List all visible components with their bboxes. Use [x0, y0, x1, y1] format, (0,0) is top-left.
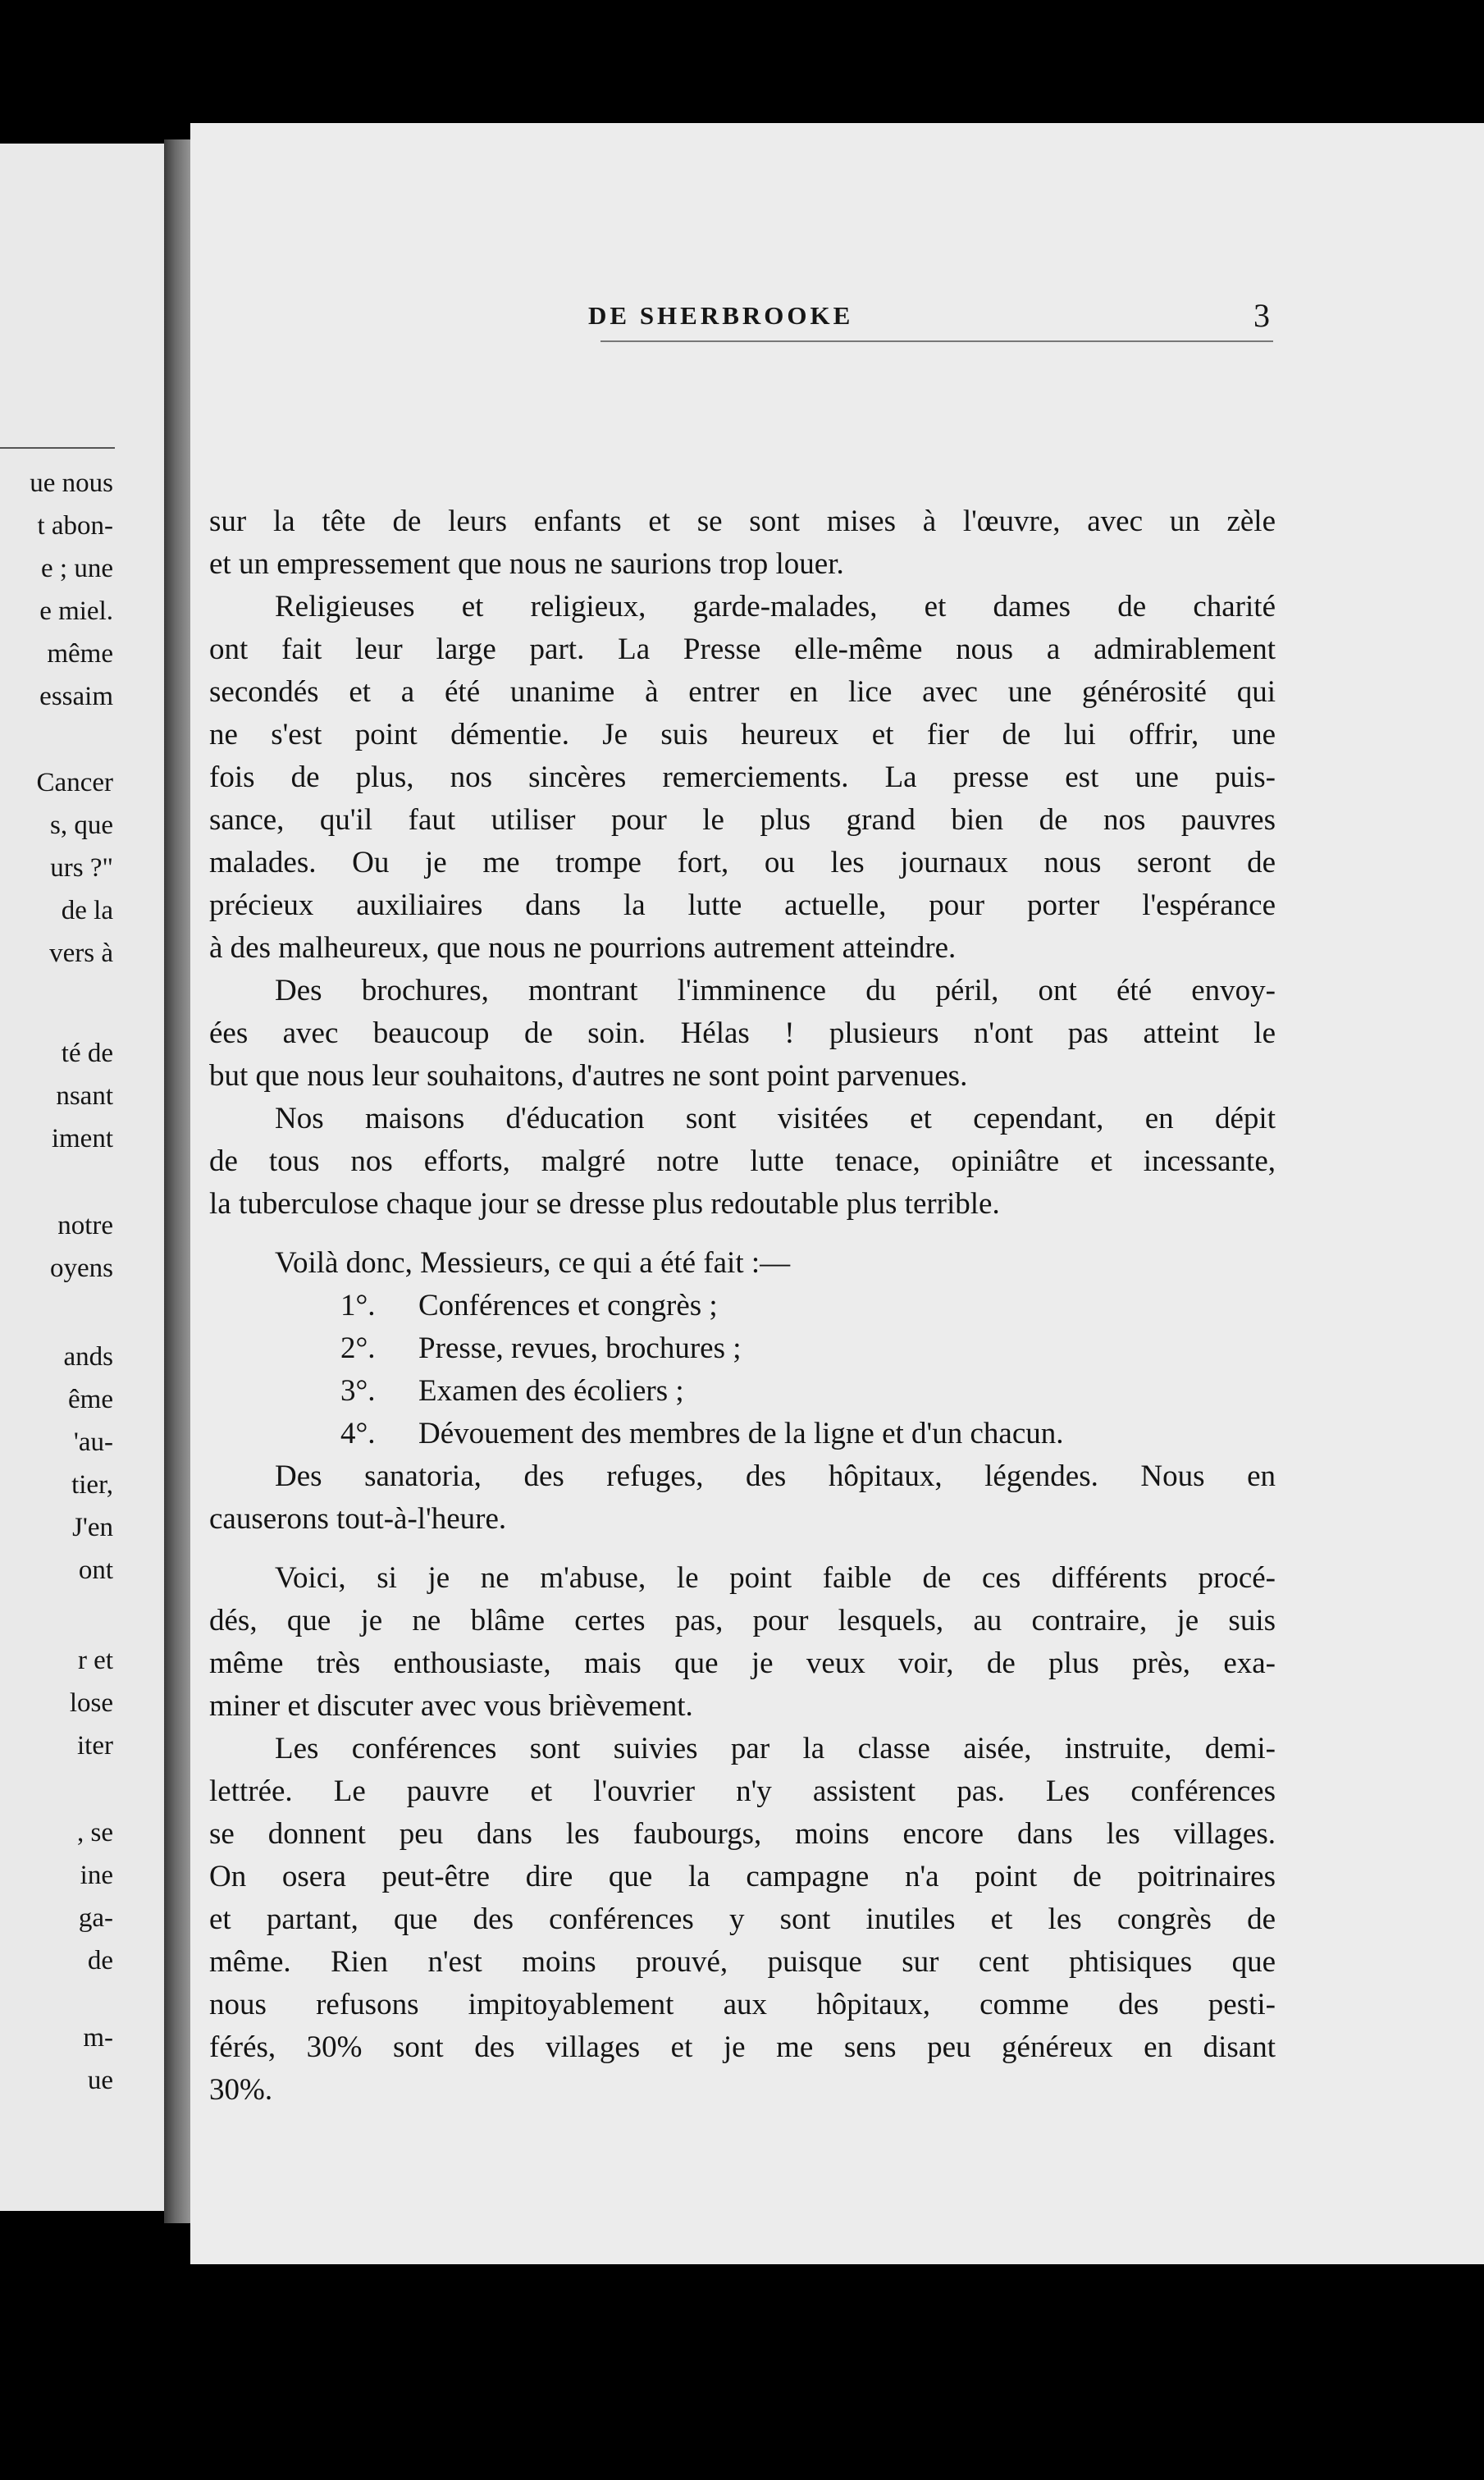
text-line: miner et discuter avec vous brièvement. [209, 1689, 693, 1723]
list-text: Examen des écoliers ; [418, 1374, 684, 1408]
text-line: malades. Ou je me trompe fort, ou les journaux nous seront de [209, 846, 1276, 879]
text-line: se donnent peu dans les faubourgs, moins encore dans les villages. [209, 1817, 1276, 1851]
previous-page-line: Cancer [36, 768, 113, 797]
text-line: fois de plus, nos sincères remerciements. La presse est une puis- [209, 760, 1276, 794]
body-text [209, 500, 1276, 2112]
text-line: même. Rien n'est moins prouvé, puisque sur cent phtisiques que [209, 1945, 1276, 1979]
text-line: Voilà donc, Messieurs, ce qui a été fait :— [275, 1246, 791, 1280]
text-line: sance, qu'il faut utiliser pour le plus grand bien de nos pauvres [209, 803, 1276, 837]
previous-page-line: e miel. [39, 596, 113, 626]
previous-page-line: de [87, 1946, 113, 1975]
previous-page-line: ue [87, 2066, 113, 2095]
text-line: de tous nos efforts, malgré notre lutte tenace, opiniâtre et incessante, [209, 1144, 1276, 1178]
text-line: Les conférences sont suivies par la classe aisée, instruite, demi- [275, 1732, 1276, 1765]
previous-page [0, 144, 164, 2211]
previous-page-line: lose [69, 1688, 113, 1718]
running-head [395, 297, 1273, 342]
book-gutter [164, 139, 192, 2223]
text-line: ont fait leur large part. La Presse elle-même nous a admirablement [209, 633, 1276, 666]
previous-page-rule [0, 447, 115, 449]
text-line: On osera peut-être dire que la campagne n'a point de poitrinaires [209, 1860, 1276, 1893]
previous-page-line: té de [61, 1039, 113, 1068]
text-line: ées avec beaucoup de soin. Hélas ! plusieurs n'ont pas atteint le [209, 1016, 1276, 1050]
previous-page-line: r et [77, 1646, 113, 1675]
previous-page-line: iter [77, 1731, 113, 1761]
previous-page-line: m- [83, 2023, 113, 2053]
previous-page-line: de la [61, 896, 113, 925]
previous-page-line: J'en [72, 1513, 113, 1542]
list-number: 1°. [340, 1289, 376, 1322]
list-number: 4°. [340, 1417, 376, 1450]
list-number: 3°. [340, 1374, 376, 1408]
previous-page-line: ine [80, 1861, 113, 1890]
previous-page-line: ue nous [30, 468, 113, 498]
text-line: férés, 30% sont des villages et je me sens peu généreux en disant [209, 2030, 1276, 2064]
list-text: Conférences et congrès ; [418, 1289, 718, 1322]
text-line: Des brochures, montrant l'imminence du péril, ont été envoy- [275, 974, 1276, 1007]
previous-page-line: e ; une [41, 554, 113, 583]
previous-page-line: iment [51, 1124, 113, 1153]
list-item [209, 1413, 1276, 1455]
text-line: Voici, si je ne m'abuse, le point faible de ces différents procé- [275, 1561, 1276, 1595]
text-line: Des sanatoria, des refuges, des hôpitaux, légendes. Nous en [275, 1459, 1276, 1493]
page-number: 3 [1253, 297, 1270, 334]
text-line: Nos maisons d'éducation sont visitées et cependant, en dépit [275, 1102, 1276, 1135]
previous-page-line: ga- [78, 1903, 113, 1933]
list-text: Dévouement des membres de la ligne et d'un chacun. [418, 1417, 1064, 1450]
previous-page-line: tier, [71, 1470, 113, 1500]
text-line: causerons tout-à-l'heure. [209, 1502, 507, 1536]
text-line: et un empressement que nous ne saurions trop louer. [209, 547, 844, 581]
previous-page-line: oyens [50, 1254, 113, 1283]
previous-page-line: t abon- [37, 511, 113, 541]
previous-page-line: ont [78, 1555, 113, 1585]
running-title: DE SHERBROOKE [588, 301, 854, 330]
previous-page-line: notre [57, 1211, 113, 1240]
text-line: lettrée. Le pauvre et l'ouvrier n'y assistent pas. Les conférences [209, 1774, 1276, 1808]
text-line: précieux auxiliaires dans la lutte actuelle, pour porter l'espérance [209, 888, 1276, 922]
text-line: à des malheureux, que nous ne pourrions autrement atteindre. [209, 931, 957, 965]
previous-page-line: 'au- [73, 1427, 113, 1457]
text-line: 30%. [209, 2073, 273, 2107]
text-line: but que nous leur souhaitons, d'autres ne sont point parvenues. [209, 1059, 968, 1093]
text-line: dés, que je ne blâme certes pas, pour lesquels, au contraire, je suis [209, 1604, 1276, 1637]
text-line: nous refusons impitoyablement aux hôpitaux, comme des pesti- [209, 1988, 1276, 2021]
list-item [209, 1327, 1276, 1370]
list-text: Presse, revues, brochures ; [418, 1331, 742, 1365]
previous-page-line: nsant [56, 1081, 113, 1111]
previous-page-line: , se [77, 1818, 113, 1847]
text-line: et partant, que des conférences y sont inutiles et les congrès de [209, 1902, 1276, 1936]
text-line: sur la tête de leurs enfants et se sont mises à l'œuvre, avec un zèle [209, 505, 1276, 538]
header-rule [600, 340, 1273, 342]
list-item [209, 1370, 1276, 1413]
text-line: Religieuses et religieux, garde-malades, et dames de charité [275, 590, 1276, 623]
list-number: 2°. [340, 1331, 376, 1365]
text-line: secondés et a été unanime à entrer en lice avec une générosité qui [209, 675, 1276, 709]
previous-page-line: ême [68, 1385, 113, 1414]
previous-page-line: s, que [50, 811, 113, 840]
text-line: la tuberculose chaque jour se dresse plus redoutable plus terrible. [209, 1187, 1000, 1221]
previous-page-line: essaim [39, 682, 113, 711]
previous-page-line: même [47, 639, 113, 669]
text-line: même très enthousiaste, mais que je veux voir, de plus près, exa- [209, 1646, 1276, 1680]
list-item [209, 1285, 1276, 1327]
text-line: ne s'est point démentie. Je suis heureux et fier de lui offrir, une [209, 718, 1276, 751]
previous-page-line: ands [63, 1342, 113, 1372]
previous-page-line: vers à [49, 939, 113, 968]
previous-page-line: urs ?" [50, 853, 113, 883]
